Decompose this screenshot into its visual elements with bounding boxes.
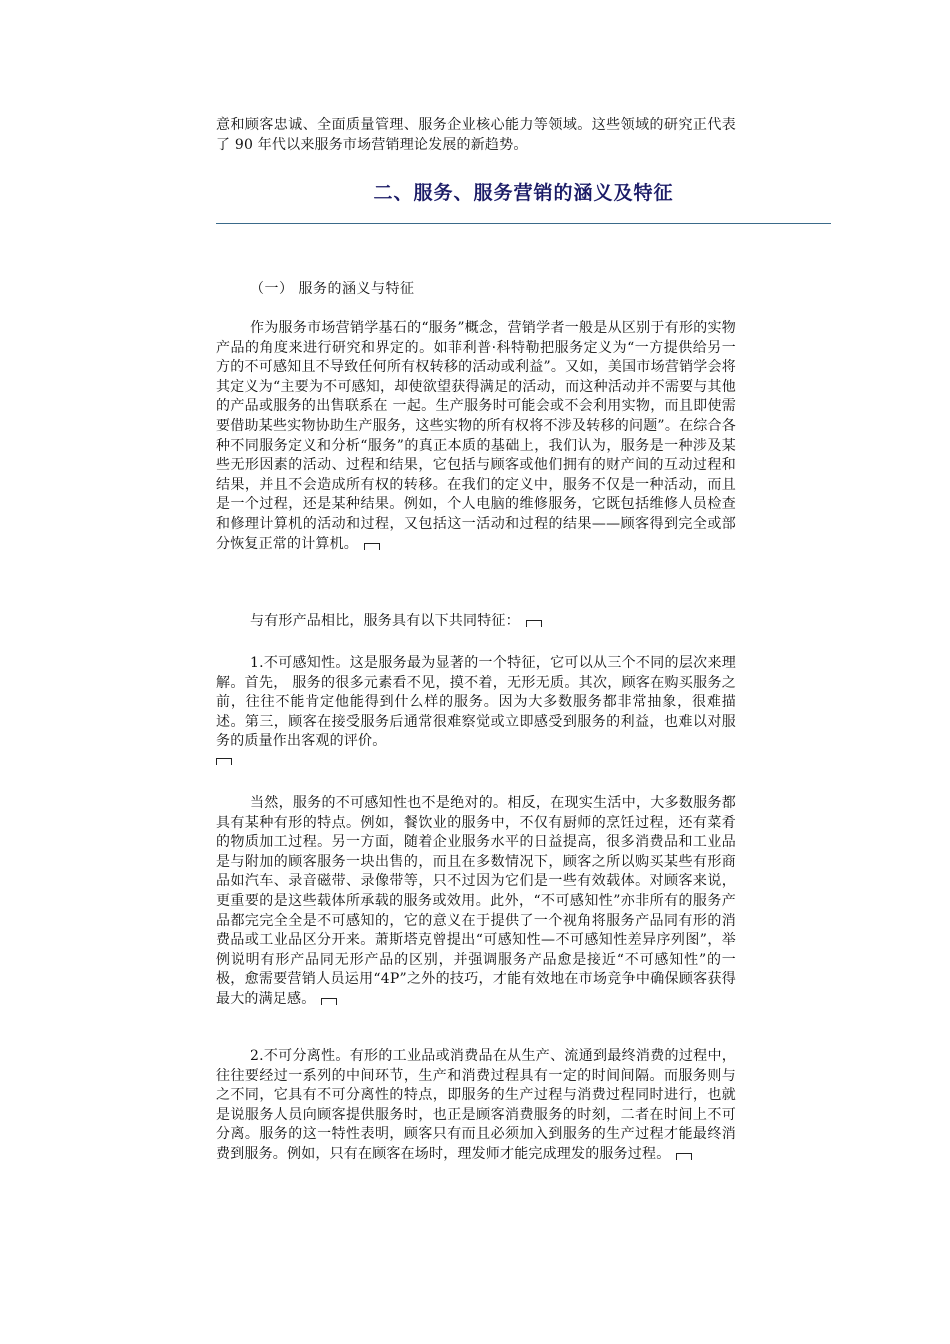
paragraph-mark-icon xyxy=(216,758,232,765)
paragraph-definition xyxy=(216,319,736,554)
paragraph-tangibility-note xyxy=(216,794,736,1010)
paragraph-definition-text: 作为服务市场营销学基石的“服务”概念，营销学者一般是从区别于有形的实物产品的角度来进行研究和界定的。如菲利普·科特勒把服务定义为“一方提供给另一方的不可感知且不导致任何所有权转移的活动或利益”。又如，美国市场营销学会将其定义为“主要为不可感知，却使欲望获得满足的活动，而这种活动并不需要与其他的产品或服务的出售联系在 一起。生产服务时可能会或不会利用实物，而且即使需要借助某些实物协助生产服务，这些实物的所有权将不涉及转移的问题”。在综合各种不同服务定义和分析“服务”的真正本质的基础上，我们认为，服务是一种涉及某些无形因素的活动、过程和结果，它包括与顾客或他们拥有的财产间的互动过程和结果，并且不会造成所有权的转移。在我们的定义中，服务不仅是一种活动，而且是一个过程，还是某种结果。例如，个人电脑的维修服务，它既包括维修人员检查和修理计算机的活动和过程，又包括这一活动和过程的结果——顾客得到完全或部分恢复正常的计算机。 xyxy=(216,320,736,552)
paragraph-features-intro xyxy=(216,612,736,632)
paragraph-inseparability-text: 2.不可分离性。有形的工业品或消费品在从生产、流通到最终消费的过程中，往往要经过一系列的中间环节，生产和消费过程具有一定的时间间隔。而服务则与之不同，它具有不可分离性的特点，即服务的生产过程与消费过程同时进行，也就是说服务人员向顾客提供服务时，也正是顾客消费服务的时刻，二者在时间上不可分离。服务的这一特性表明，顾客只有而且必须加入到服务的生产过程才能最终消费到服务。例如，只有在顾客在场时，理发师才能完成理发的服务过程。 xyxy=(216,1048,736,1162)
section-divider xyxy=(216,223,831,224)
paragraph-mark-icon xyxy=(526,620,542,627)
paragraph-features-intro-text: 与有形产品相比，服务具有以下共同特征： xyxy=(250,613,520,629)
paragraph-mark-icon xyxy=(676,1153,692,1160)
paragraph-intangibility-text: 1.不可感知性。这是服务最为显著的一个特征，它可以从三个不同的层次来理解。首先， 服务的很多元素看不见，摸不着，无形无质。其次，顾客在购买服务之前，往往不能肯定他能得到什么样的服务。因为大多数服务都非常抽象，很难描述。第三，顾客在接受服务后通常很难察觉或立即感受到服务的利益，也难以对服务的质量作出客观的评价。 xyxy=(216,655,736,750)
section-title: 二、服务、服务营销的涵义及特征 xyxy=(373,182,674,204)
subsection-title: （一） 服务的涵义与特征 xyxy=(250,281,415,297)
intro-paragraph: 意和顾客忠诚、全面质量管理、服务企业核心能力等领域。这些领域的研究正代表了 90 年代以来服务市场营销理论发展的新趋势。 xyxy=(216,117,736,153)
paragraph-mark-icon xyxy=(364,543,380,550)
paragraph-intangibility xyxy=(216,654,736,765)
paragraph-tangibility-note-text: 当然，服务的不可感知性也不是绝对的。相反，在现实生活中，大多数服务都具有某种有形的特点。例如，餐饮业的服务中，不仅有厨师的烹饪过程，还有菜肴的物质加工过程。另一方面，随着企业服务水平的日益提高，很多消费品和工业品是与附加的顾客服务一块出售的，而且在多数情况下，顾客之所以购买某些有形商品如汽车、录音磁带、录像带等，只不过因为它们是一些有效载体。对顾客来说，更重要的是这些载体所承载的服务或效用。此外，“不可感知性”亦非所有的服务产品都完完全全是不可感知的，它的意义在于提供了一个视角将服务产品同有形的消费品或工业品区分开来。萧斯塔克曾提出“可感知性—不可感知性差异序列图”，举例说明有形产品同无形产品的区别，并强调服务产品愈是接近“不可感知性”的一极，愈需要营销人员运用“4P”之外的技巧，才能有效地在市场竞争中确保顾客获得最大的满足感。 xyxy=(216,795,736,1007)
paragraph-inseparability xyxy=(216,1047,736,1165)
paragraph-mark-icon xyxy=(321,998,337,1005)
